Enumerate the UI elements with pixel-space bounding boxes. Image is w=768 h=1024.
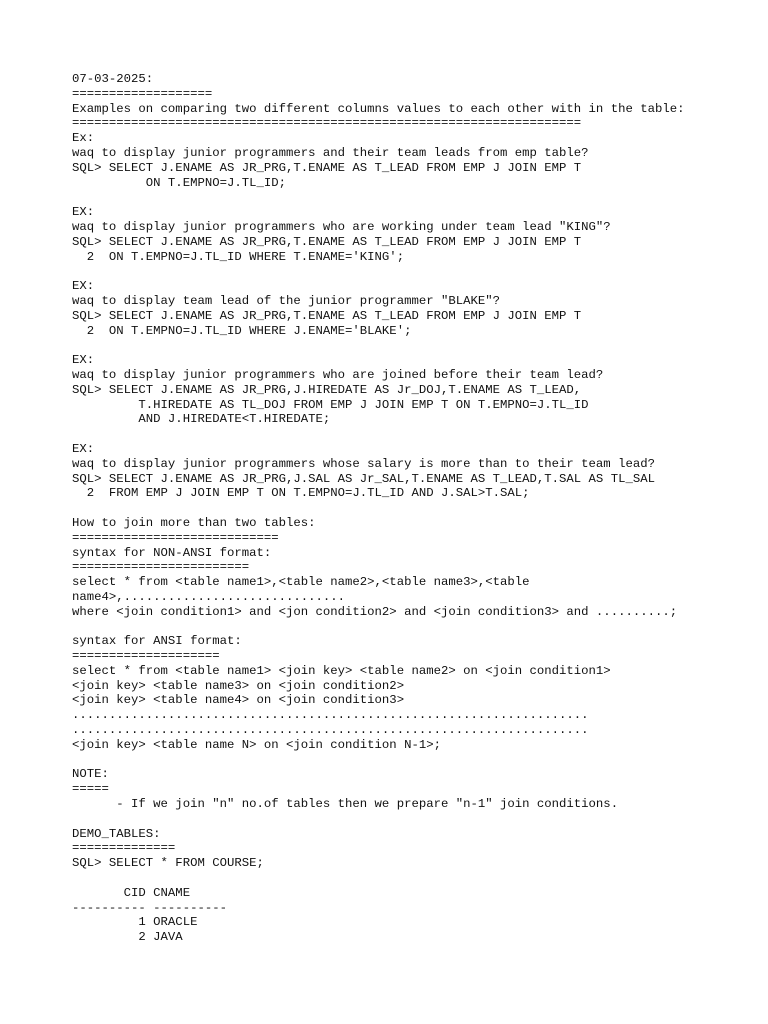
text-line: <join key> <table name N> on <join condition N-1>; <box>72 737 441 752</box>
text-line <box>72 619 752 634</box>
text-line: EX: <box>72 205 95 220</box>
text-line: name4>,.............................. <box>72 589 346 604</box>
text-line: 2 ON T.EMPNO=J.TL_ID WHERE T.ENAME='KING'; <box>72 249 405 264</box>
text-line: How to join more than two tables: <box>72 515 316 530</box>
text-line: SQL> SELECT J.ENAME AS JR_PRG,T.ENAME AS T_LEAD FROM EMP J JOIN EMP T <box>72 308 582 323</box>
text-line: - If we join "n" no.of tables then we prepare "n-1" join conditions. <box>72 797 619 812</box>
text-line: =================== <box>72 86 213 101</box>
text-line: T.HIREDATE AS TL_DOJ FROM EMP J JOIN EMP T ON T.EMPNO=J.TL_ID <box>72 397 589 412</box>
text-line: NOTE: <box>72 767 109 782</box>
text-line: ==================== <box>72 649 220 664</box>
text-line <box>72 264 752 279</box>
text-line: syntax for ANSI format: <box>72 634 242 649</box>
text-line: 2 ON T.EMPNO=J.TL_ID WHERE J.ENAME='BLAKE'; <box>72 323 412 338</box>
text-line: SQL> SELECT J.ENAME AS JR_PRG,T.ENAME AS T_LEAD FROM EMP J JOIN EMP T <box>72 234 582 249</box>
text-line: waq to display junior programmers who are working under team lead "KING"? <box>72 219 611 234</box>
text-line: ===== <box>72 782 109 797</box>
text-line: SQL> SELECT J.ENAME AS JR_PRG,J.SAL AS Jr_SAL,T.ENAME AS T_LEAD,T.SAL AS TL_SAL <box>72 471 655 486</box>
text-line: ======================== <box>72 560 250 575</box>
text-line: SQL> SELECT J.ENAME AS JR_PRG,J.HIREDATE AS Jr_DOJ,T.ENAME AS T_LEAD, <box>72 382 582 397</box>
document-text-body <box>72 72 752 945</box>
text-line <box>72 871 752 886</box>
text-line <box>72 338 752 353</box>
text-line: waq to display junior programmers and their team leads from emp table? <box>72 145 589 160</box>
text-line: ON T.EMPNO=J.TL_ID; <box>72 175 287 190</box>
text-line: Ex: <box>72 131 95 146</box>
text-line: waq to display junior programmers whose salary is more than to their team lead? <box>72 456 655 471</box>
text-line: ===================================================================== <box>72 116 582 131</box>
text-line <box>72 753 752 768</box>
text-line: ============== <box>72 841 176 856</box>
document-page <box>72 72 752 945</box>
text-line <box>72 812 752 827</box>
text-line: waq to display team lead of the junior programmer "BLAKE"? <box>72 293 501 308</box>
text-line: SQL> SELECT J.ENAME AS JR_PRG,T.ENAME AS T_LEAD FROM EMP J JOIN EMP T <box>72 160 582 175</box>
text-line <box>72 427 752 442</box>
text-line: AND J.HIREDATE<T.HIREDATE; <box>72 412 331 427</box>
text-line: SQL> SELECT * FROM COURSE; <box>72 856 264 871</box>
text-line: EX: <box>72 353 95 368</box>
text-line: select * from <table name1> <join key> <table name2> on <join condition1> <box>72 663 611 678</box>
text-line: where <join condition1> and <jon condition2> and <join condition3> and ..........; <box>72 604 678 619</box>
text-line: 1 ORACLE <box>72 915 198 930</box>
text-line: ...................................................................... <box>72 723 589 738</box>
text-line: syntax for NON-ANSI format: <box>72 545 272 560</box>
text-line: 2 JAVA <box>72 930 183 945</box>
text-line <box>72 501 752 516</box>
text-line: ---------- ---------- <box>72 900 227 915</box>
text-line: ...................................................................... <box>72 708 589 723</box>
text-line: waq to display junior programmers who are joined before their team lead? <box>72 367 604 382</box>
text-line: CID CNAME <box>72 885 191 900</box>
text-line: EX: <box>72 441 95 456</box>
text-line: DEMO_TABLES: <box>72 826 161 841</box>
text-line: 2 FROM EMP J JOIN EMP T ON T.EMPNO=J.TL_ID AND J.SAL>T.SAL; <box>72 486 530 501</box>
text-line: select * from <table name1>,<table name2>,<table name3>,<table <box>72 575 530 590</box>
text-line: 07-03-2025: <box>72 72 154 86</box>
text-line: EX: <box>72 279 95 294</box>
text-line: Examples on comparing two different columns values to each other with in the table: <box>72 101 685 116</box>
text-line: <join key> <table name4> on <join condition3> <box>72 693 405 708</box>
text-line: ============================ <box>72 530 279 545</box>
text-line <box>72 190 752 205</box>
text-line: <join key> <table name3> on <join condition2> <box>72 678 405 693</box>
